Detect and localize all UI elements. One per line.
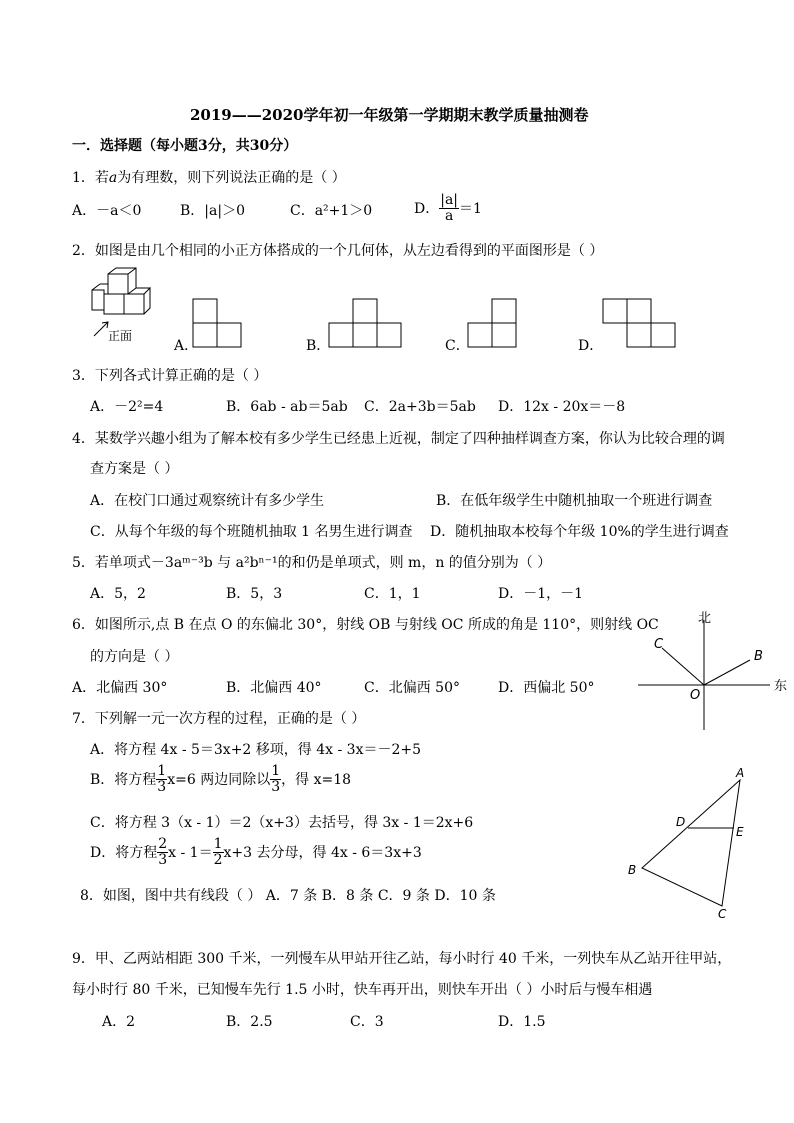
svg-text:C: C — [718, 907, 727, 921]
q1-option-c: C．a²+1＞0 — [290, 203, 373, 219]
q5-option-a: A．5，2 — [90, 586, 146, 602]
q7-option-d: D．将方程 $\frac{2}{3}$ x - 1＝ $\frac{1}{2}$ x+3 去分母，得 4x - 6＝3x+3 — [90, 836, 422, 869]
q9-stem-line1: 9．甲、乙两站相距 300 千米，一列慢车从甲站开往乙站，每小时行 40 千米，一列快车从乙站开往甲站， — [72, 951, 732, 967]
q6-stem-line2: 的方向是（ ） — [90, 649, 179, 665]
q1-option-a: A．－a＜0 — [72, 203, 142, 219]
q2-option-a: A． — [174, 338, 199, 354]
q9-option-b: B．2.5 — [226, 1014, 273, 1030]
svg-text:D: D — [676, 815, 686, 829]
svg-text:北: 北 — [698, 611, 712, 626]
q2-shape-b — [328, 298, 404, 348]
q6-compass-figure — [632, 608, 792, 736]
q1-option-d: D． $\frac{|a|}{a}$ ＝1 — [414, 192, 482, 225]
q4-option-c: C．从每个年级的每个班随机抽取 1 名男生进行调查 — [90, 524, 413, 540]
q3-option-c: C．2a+3b＝5ab — [364, 399, 476, 415]
svg-text:E: E — [736, 825, 744, 839]
q4-stem-line2: 查方案是（ ） — [90, 461, 179, 477]
q5-option-b: B．5，3 — [226, 586, 283, 602]
q2-option-d: D． — [578, 338, 604, 354]
q1-stem: 1．若a为有理数，则下列说法正确的是（ ） — [72, 170, 346, 186]
fraction: $\frac{|a|}{a}$ — [440, 192, 459, 225]
q1-option-b: B．|a|＞0 — [180, 203, 245, 219]
q6-stem-line1: 6．如图所示,点 B 在点 O 的东偏北 30°，射线 OB 与射线 OC 所成的角是 110°，则射线 OC — [72, 617, 659, 633]
q6-option-c: C．北偏西 50° — [364, 680, 460, 696]
q2-shape-a — [192, 298, 244, 348]
q4-option-b: B．在低年级学生中随机抽取一个班进行调查 — [436, 493, 713, 509]
q4-stem-line1: 4．某数学兴趣小组为了解本校有多少学生已经患上近视，制定了四种抽样调查方案，你认为比较合理的调 — [72, 431, 725, 447]
q7-option-a: A．将方程 4x - 5＝3x+2 移项，得 4x - 3x＝－2+5 — [90, 742, 422, 758]
svg-text:A: A — [736, 766, 745, 780]
q3-option-a: A．－2²=4 — [90, 399, 164, 415]
page-title: 2019——2020学年初一年级第一学期期末教学质量抽测卷 — [190, 106, 589, 124]
q2-cube-figure — [86, 266, 166, 348]
q9-stem-line2: 每小时行 80 千米，已知慢车先行 1.5 小时，快车再开出，则快车开出（ ）小时后与慢车相遇 — [72, 982, 653, 998]
q6-option-d: D．西偏北 50° — [498, 680, 595, 696]
q5-stem: 5．若单项式－3aᵐ⁻³b 与 a²bⁿ⁻¹的和仍是单项式，则 m，n 的值分别为（ ） — [72, 555, 552, 571]
q6-option-a: A．北偏西 30° — [72, 680, 168, 696]
q7-option-b: B．将方程 $\frac{1}{3}$ x=6 两边同除以 $\frac{1}{3}$ ，得 x=18 — [90, 763, 352, 796]
q9-option-c: C．3 — [350, 1014, 384, 1030]
q2-option-c: C． — [445, 338, 470, 354]
q2-shape-c — [467, 298, 519, 348]
q8-stem: 8．如图，图中共有线段（ ） A．7 条 B．8 条 C．9 条 D．10 条 — [80, 888, 496, 904]
q3-option-b: B．6ab - ab＝5ab — [226, 399, 348, 415]
q9-option-a: A．2 — [102, 1014, 136, 1030]
q8-triangle-figure — [620, 764, 760, 924]
q3-option-d: D．12x - 20x＝－8 — [498, 399, 626, 415]
svg-text:C: C — [654, 637, 664, 652]
q5-option-c: C．1，1 — [364, 586, 421, 602]
q2-shape-d — [602, 298, 678, 348]
q9-option-d: D．1.5 — [498, 1014, 546, 1030]
q7-option-c: C．将方程 3（x - 1）＝2（x+3）去括号，得 3x - 1＝2x+6 — [90, 815, 474, 831]
section-heading: 一．选择题（每小题3分，共30分） — [72, 138, 298, 154]
svg-text:东: 东 — [774, 679, 788, 694]
q5-option-d: D．－1，－1 — [498, 586, 584, 602]
q7-stem: 7．下列解一元一次方程的过程，正确的是（ ） — [72, 711, 366, 727]
q6-option-b: B．北偏西 40° — [226, 680, 322, 696]
svg-text:B: B — [628, 863, 637, 877]
q4-option-d: D．随机抽取本校每个年级 10%的学生进行调查 — [430, 524, 729, 540]
q2-stem: 2．如图是由几个相同的小正方体搭成的一个几何体，从左边看得到的平面图形是（ ） — [72, 243, 604, 259]
svg-text:O: O — [690, 688, 701, 703]
svg-text:B: B — [754, 649, 763, 664]
q3-stem: 3．下列各式计算正确的是（ ） — [72, 368, 268, 384]
front-label: 正面 — [108, 329, 133, 343]
q4-option-a: A．在校门口通过观察统计有多少学生 — [90, 493, 325, 509]
q2-option-b: B． — [306, 338, 331, 354]
